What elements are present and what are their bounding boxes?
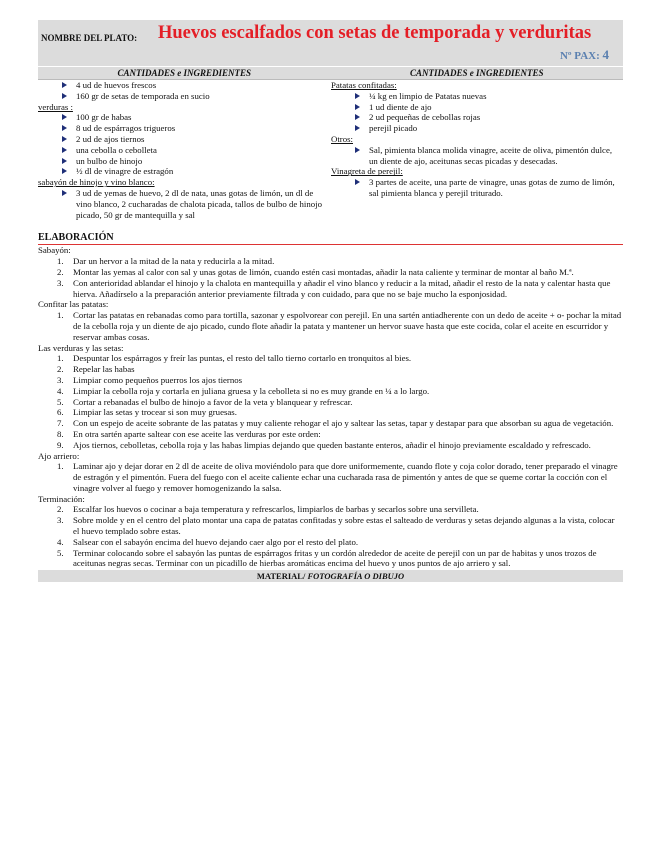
step-item: 2. Escalfar los huevos o cocinar a baja temperatura y refrescarlos, limpiarlos de barbas y secarlos sobre una servilleta. <box>57 504 479 515</box>
verduras-subtitle: verduras : <box>38 101 73 112</box>
ingredient-item: 160 gr de setas de temporada en sucio <box>61 91 331 102</box>
ingredient-item: 3 partes de aceite, una parte de vinagre, unas gotas de zumo de limón, sal pimienta blanca y perejil triturado. <box>354 177 623 199</box>
step-group-title: Terminación: <box>38 493 85 504</box>
ingredient-item: ¼ kg en limpio de Patatas nuevas <box>354 91 623 102</box>
step-item: 3. Limpiar como pequeños puerros los ajos tiernos <box>57 374 243 385</box>
ingredient-item: 8 ud de espárragos trigueros <box>61 123 331 134</box>
step-item: 1. Dar un hervor a la mitad de la nata y reducirla a la mitad. <box>57 256 275 267</box>
step-group-title: Confitar las patatas: <box>38 299 109 310</box>
patatas-steps <box>38 310 623 342</box>
otros-list <box>331 145 623 167</box>
ingredient-item: una cebolla o cebolleta <box>61 145 331 156</box>
verduras-steps <box>38 353 623 450</box>
step-item: 5. Cortar a rebanadas el bulbo de hinojo a favor de la veta y blanquear y refrescar. <box>57 396 353 407</box>
elaboracion-body <box>38 245 623 569</box>
step-item: 6. Limpiar las setas y trocear si son muy gruesas. <box>57 407 237 418</box>
right-ingredients <box>331 80 623 220</box>
material-sublabel: FOTOGRAFÍA O DIBUJO <box>305 571 405 582</box>
step-item: 5. Terminar colocando sobre el sabayón las puntas de espárragos fritas y un cordón alrededor de aceite de perejil con un par de habitas y unos trozos de aceitunas negras secas. Terminar con un picadillo de hierbas aromáticas encima del huevo y unos puntos de ajo arriero y sal. <box>57 547 597 569</box>
step-item: 1. Cortar las patatas en rebanadas como para tortilla, sazonar y espolvorear con perejil. En una sartén antiadherente con un dedo de aceite + o- pochar la mitad de la cebolla roja y un diente de ajo picado, cundo flote añadir la patata y mantener un hervor suave hasta que este cocida, colar el aceite en escurridor y reservar ambas cosas. <box>57 310 622 342</box>
title-box <box>38 20 623 66</box>
step-item: 7. Con un espejo de aceite sobrante de las patatas y muy caliente rehogar el ajo y saltear las setas, tapar y destapar para que absorban su agua de vegetación. <box>57 418 614 429</box>
step-item: 3. Sobre molde y en el centro del plato montar una capa de patatas confitadas y sobre estas el salteado de verduras y setas dejando algunas a la vista, colocar el huevo templado sobre estas. <box>57 515 615 537</box>
recipe-sheet <box>38 20 623 582</box>
step-group-title: Las verduras y las setas: <box>38 342 124 353</box>
pax-value: 4 <box>602 47 609 62</box>
ingredient-item: 4 ud de huevos frescos <box>61 80 331 91</box>
material-bar <box>38 570 623 582</box>
patatas-subtitle: Patatas confitadas: <box>331 80 397 90</box>
dish-title: Huevos escalfados con setas de temporada y verduritas <box>158 23 592 43</box>
sabayon-steps <box>38 256 623 299</box>
step-group-title: Ajo arriero: <box>38 450 80 461</box>
ingredient-item: 3 ud de yemas de huevo, 2 dl de nata, unas gotas de limón, un dl de vino blanco, 2 cucharadas de chalota picada, tallos de bulbo de hinojo picado, 50 gr de mantequilla y sal <box>61 188 331 220</box>
ajo-steps <box>38 461 623 493</box>
left-ingredients <box>38 80 331 220</box>
pax-indicator <box>560 47 609 63</box>
step-item: 2. Montar las yemas al calor con sal y unas gotas de limón, cuando estén casi montadas, añadir la nata caliente y terminar de montar al baño M.ª. <box>57 266 574 277</box>
step-item: 1. Despuntar los espárragos y freír las puntas, el resto del tallo tierno cortarlo en tronquitos al bies. <box>57 353 412 364</box>
otros-subtitle: Otros: <box>331 133 353 144</box>
patatas-list <box>331 91 623 134</box>
terminacion-steps <box>38 504 623 569</box>
sabayon-subtitle: sabayón de hinojo y vino blanco: <box>38 177 155 188</box>
pax-label: Nº PAX: <box>559 50 600 62</box>
vinagreta-subtitle: Vinagreta de perejil: <box>331 166 403 177</box>
sabayon-ingredients-list <box>38 188 331 220</box>
step-item: 2. Repelar las habas <box>57 364 135 375</box>
right-column-heading: CANTIDADES e INGREDIENTES <box>409 68 544 78</box>
ingredient-item: 100 gr de habas <box>61 112 331 123</box>
ingredient-item: Sal, pimienta blanca molida vinagre, aceite de oliva, pimentón dulce, un diente de ajo, aceitunas secas picadas y desecadas. <box>354 145 623 167</box>
step-item: 3. Con anterioridad ablandar el hinojo y la chalota en mantequilla y añadir el vino blanco y reducir a la mitad, añadir el resto de la nata y calentar hasta que hierva. Añadírselo a la preparación anterior previamente filtrada y con cuidado, para que no se baje mucho la esponjosidad. <box>57 277 611 299</box>
step-item: 1. Laminar ajo y dejar dorar en 2 dl de aceite de oliva moviéndolo para que dore uniformemente, cuando flote y coja color dorado, tener preparado el vinagre de estragón y el pimentón. Fuera del fuego con el aceite caliente echar una cucharada rasa de pimentón y antes de que se queme cortar la cocción con el vinagre volver al fuego y remover homogenizando la salsa. <box>57 461 618 493</box>
step-item: 9. Ajos tiernos, cebolletas, cebolla roja y las habas limpias dejando que queden bastante enteros, añadir el hinojo previamente escaldado y refrescado. <box>57 439 591 450</box>
step-item: 8. En otra sartén aparte saltear con ese aceite las verduras por este orden: <box>57 428 321 439</box>
ingredient-item: perejil picado <box>354 123 623 134</box>
ingredient-item: 2 ud pequeñas de cebollas rojas <box>354 112 623 123</box>
ingredients-header-row <box>38 67 623 80</box>
step-group-title: Sabayón: <box>38 245 71 256</box>
ingredient-item: 1 ud diente de ajo <box>354 102 623 113</box>
verduras-list <box>38 112 331 177</box>
ingredient-item: un bulbo de hinojo <box>61 156 331 167</box>
step-item: 4. Salsear con el sabayón encima del huevo dejando caer algo por el resto del plato. <box>57 536 359 547</box>
elaboracion-heading: ELABORACIÓN <box>38 232 623 245</box>
material-label: MATERIAL/ <box>256 571 306 582</box>
ingredient-item: ½ dl de vinagre de estragón <box>61 166 331 177</box>
ingredients-columns <box>38 80 623 220</box>
dish-name-label: NOMBRE DEL PLATO: <box>41 33 138 43</box>
vinagreta-list <box>331 177 623 199</box>
left-column-heading: CANTIDADES e INGREDIENTES <box>117 68 252 78</box>
main-ingredients-list <box>38 80 331 102</box>
step-item: 4. Limpiar la cebolla roja y cortarla en juliana gruesa y la cebolleta si no es muy grande en ¼ a lo largo. <box>57 385 430 396</box>
ingredient-item: 2 ud de ajos tiernos <box>61 134 331 145</box>
